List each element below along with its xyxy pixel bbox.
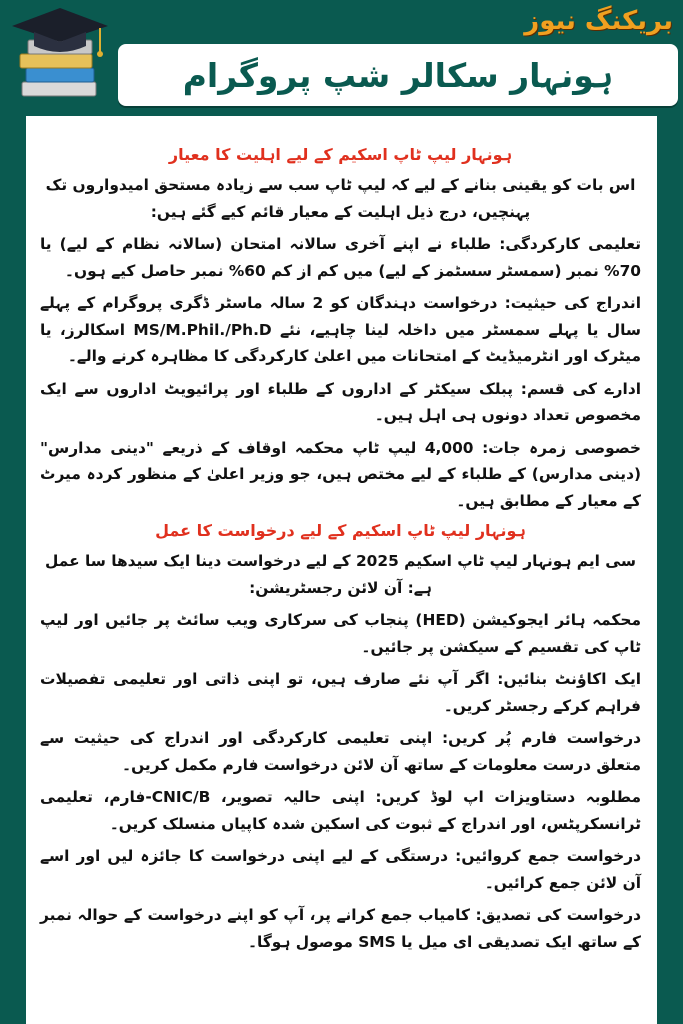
header	[0, 0, 683, 110]
application-intro: سی ایم ہونہار لیپ ٹاپ اسکیم 2025 کے لیے درخواست دینا ایک سیدھا سا عمل ہے: آن لائن رجسٹریشن:	[45, 552, 636, 597]
eligibility-item: تعلیمی کارکردگی: طلباء نے اپنے آخری سالانہ امتحان (سالانہ نظام کے لیے) یا 70% نمبر (سمسٹر سسٹمز کے لیے) میں کم از کم 60% نمبر حاصل کیے ہوں۔	[40, 235, 641, 280]
eligibility-item: ادارے کی قسم: پبلک سیکٹر کے اداروں کے طلباء اور پرائیویٹ اداروں سے ایک مخصوص تعداد دونوں ہی اہل ہیں۔	[40, 379, 641, 424]
application-step: درخواست جمع کروائیں: درستگی کے لیے اپنی درخواست کا جائزہ لیں اور اسے آن لائن جمع کرائیں۔	[40, 847, 641, 892]
page-title: ہونہار سکالر شپ پروگرام	[182, 55, 614, 95]
eligibility-item: اندراج کی حیثیت: درخواست دہندگان کو 2 سالہ ماسٹر ڈگری پروگرام کے پہلے سال یا پہلے سمسٹر میں داخلہ لینا چاہیے، نئے MS/M.Phil./Ph.D اسکالرز، یا میٹرک اور انٹرمیڈیٹ کے امتحانات میں اعلیٰ کارکردگی کا مظاہرہ کرنے والے۔	[40, 294, 641, 365]
application-step: درخواست کی تصدیق: کامیاب جمع کرانے پر، آپ کو اپنے درخواست کے حوالہ نمبر کے ساتھ ایک تصدیقی ای میل یا SMS موصول ہوگا۔	[40, 906, 641, 951]
application-step: درخواست فارم پُر کریں: اپنی تعلیمی کارکردگی اور اندراج کی حیثیت سے متعلق درست معلومات کے ساتھ آن لائن درخواست فارم مکمل کریں۔	[40, 729, 641, 774]
title-banner	[118, 44, 678, 106]
section-heading-application: ہونہار لیپ ٹاپ اسکیم کے لیے درخواست کا عمل	[155, 521, 526, 540]
graduation-cap-books-icon	[4, 2, 116, 106]
article-body	[26, 116, 657, 1024]
section-heading-eligibility: ہونہار لیپ ٹاپ اسکیم کے لیے اہلیت کا معیار	[168, 145, 513, 164]
breaking-news-label: بریکنگ نیوز	[524, 6, 673, 36]
eligibility-intro: اس بات کو یقینی بنانے کے لیے کہ لیپ ٹاپ سب سے زیادہ مستحق امیدواروں تک پہنچیں، درج ذیل اہلیت کے معیار قائم کیے گئے ہیں:	[45, 176, 636, 221]
application-step: مطلوبہ دستاویزات اپ لوڈ کریں: اپنی حالیہ تصویر، CNIC/B-فارم، تعلیمی ٹرانسکرپٹس، اور اندراج کے ثبوت کی اسکین شدہ کاپیاں منسلک کریں۔	[40, 788, 641, 833]
application-step: ایک اکاؤنٹ بنائیں: اگر آپ نئے صارف ہیں، تو اپنی ذاتی اور تعلیمی تفصیلات فراہم کرکے رجسٹر کریں۔	[40, 670, 641, 715]
application-step: محکمہ ہائر ایجوکیشن (HED) پنجاب کی سرکاری ویب سائٹ پر جائیں اور لیپ ٹاپ کی تقسیم کے سیکشن پر جائیں۔	[40, 611, 641, 656]
eligibility-item: خصوصی زمرہ جات: 4,000 لیپ ٹاپ محکمہ اوقاف کے ذریعے "دینی مدارس" (دینی مدارس) کے طلباء کے لیے مختص ہیں، جو وزیر اعلیٰ کے منظور کردہ میرٹ کے معیار کے مطابق ہیں۔	[40, 438, 641, 510]
